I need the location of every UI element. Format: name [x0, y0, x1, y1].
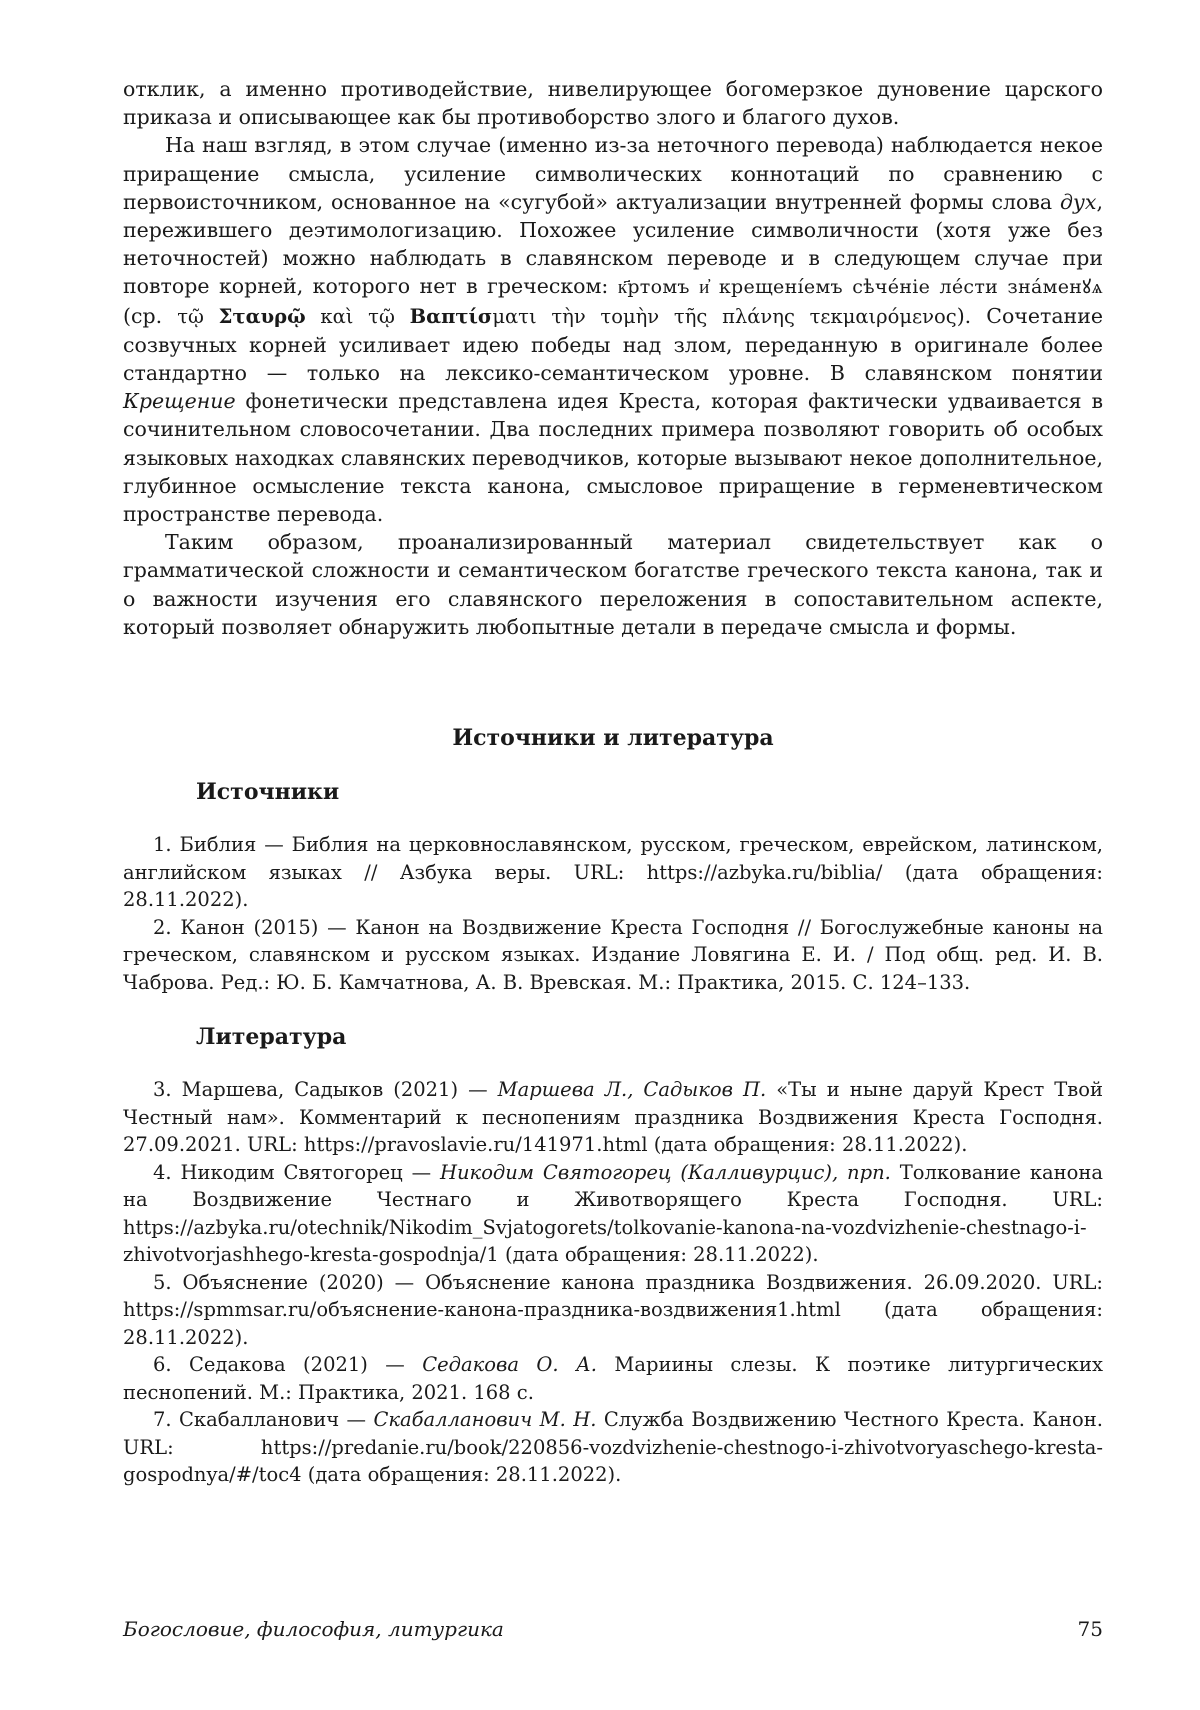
greek-quote: ματι τὴν τομὴν τῆς πλάνης τεκμαιρόμενος: [492, 304, 957, 328]
church-slavonic-quote: к҃ртомъ и҆ крещені́емъ сѣче́ніе ле́сти зна́менꙋѧ: [617, 276, 1103, 299]
section-title: Источники и литература: [452, 725, 774, 752]
ref-text: 6. Седакова (2021) —: [153, 1353, 423, 1377]
ref-text: 4. Никодим Святогорец —: [153, 1160, 440, 1184]
ref-text: Служба Воздвижению Честного Креста. Канон. URL: https://predanie.ru/book/220856-vozdvizhenie-chestnogo-i-zhivotvoryaschego-kresta-gospodnya/#/toc4 (дата обращения: 28.11.2022).: [123, 1408, 1103, 1487]
sources-heading: Источники: [196, 779, 340, 806]
greek-quote-bold: Βαπτίσ: [409, 304, 493, 328]
literature-heading: Литература: [196, 1024, 347, 1051]
ref-text: «Ты и ныне даруй Крест Твой Честный нам». Комментарий к песнопениям праздника Воздвижения Креста Господня. 27.09.2021. URL: https://pravoslavie.ru/141971.html (дата обращения: 28.11.2022).: [123, 1078, 1103, 1157]
ref-authors: Скабалланович М. Н.: [373, 1408, 597, 1432]
reference-item: [123, 1351, 1103, 1406]
page-number: 75: [1077, 1617, 1103, 1641]
ref-text: 5. Объяснение (2020) — Объяснение канона праздника Воздвижения. 26.09.2020. URL: https://spmmsar.ru/объяснение-канона-праздника-воздвижения1.html (дата обращения: 28.11.2022).: [123, 1270, 1103, 1349]
reference-item: 1. Библия — Библия на церковнославянском, русском, греческом, еврейском, латинском, английском языках // Азбука веры. URL: https://azbyka.ru/biblia/ (дата обращения: 28.11.2022).: [123, 833, 1103, 912]
reference-item: [123, 1269, 1103, 1352]
ref-authors: Седакова О. А.: [422, 1353, 597, 1377]
reference-item: 2. Канон (2015) — Канон на Воздвижение Креста Господня // Богослужебные каноны на греческом, славянском и русском языках. Издание Ловягина Е. И. / Под общ. ред. И. В. Чаброва. Ред.: Ю. Б. Камчатнова, А. В. Вревская. М.: Практика, 2015. С. 124–133.: [123, 915, 1103, 994]
body-paragraph-3: Таким образом, проанализированный материал свидетельствует как о грамматической сложности и семантическом богатстве греческого текста канона, так и о важности изучения его славянского переложения в сопоставительном аспекте, который позволяет обнаружить любопытные детали в передаче смысла и формы.: [123, 530, 1103, 639]
text-run: фонетически представлена идея Креста, которая фактически удваивается в сочинительном словосочетании. Два последних примера позволяют говорить об особых языковых находках славянских переводчиков, которые вызывают некое дополнительное, глубинное осмысление текста канона, смысловое приращение в герменевтическом пространстве перевода.: [123, 389, 1103, 527]
ref-authors: Маршева Л., Садыков П.: [497, 1078, 767, 1102]
italic-term: дух: [1060, 189, 1097, 214]
body-paragraph-2: [123, 131, 1103, 528]
italic-term: Крещение: [123, 389, 236, 414]
text-run: , пережившего деэтимологизацию. Похожее усиление символичности (хотя уже без неточностей) можно наблюдать в славянском переводе и в следующем случае при повторе корней, которого нет в греческом:: [123, 189, 1103, 299]
page-footer: [123, 1617, 1103, 1641]
text-run: (ср.: [123, 303, 178, 328]
body-paragraph-1: отклик, а именно противодействие, нивелирующее богомерзкое дуновение царского приказа и описывающее как бы противоборство злого и благого духов.: [123, 77, 1103, 130]
greek-quote: τῷ: [177, 304, 219, 328]
ref-text: Толкование канона на Воздвижение Честнаго и Животворящего Креста Господня. URL: https://azbyka.ru/otechnik/Nikodim_Svjatogorets/tolkovanie-kanona-na-vozdvizhenie-chestnago-i-zhivotvorjashhego-kresta-gospodnja/1 (дата обращения: 28.11.2022).: [123, 1160, 1103, 1267]
ref-text: Мариины слезы. К поэтике литургических песнопений. М.: Практика, 2021. 168 с.: [123, 1353, 1103, 1404]
text-run: На наш взгляд, в этом случае (именно из-за неточного перевода) наблюдается некое приращение смысла, усиление символических коннотаций по сравнению с первоисточником, основанное на «сугубой» актуализации внутренней формы слова: [123, 133, 1103, 214]
text-run: ). Сочетание созвучных корней усиливает идею победы над злом, переданную в оригинале более стандартно — только на лексико-семантическом уровне. В славянском понятии: [123, 303, 1104, 386]
greek-quote: καὶ τῷ: [305, 304, 410, 328]
reference-item: [123, 1076, 1103, 1159]
journal-title: Богословие, философия, литургика: [123, 1617, 504, 1641]
reference-item: [123, 1406, 1103, 1489]
greek-quote-bold: Σταυρῷ: [218, 304, 306, 328]
ref-authors: Никодим Святогорец (Калливурцис), прп.: [439, 1160, 891, 1184]
reference-item: [123, 1159, 1103, 1269]
ref-text: 3. Маршева, Садыков (2021) —: [153, 1078, 498, 1102]
ref-text: 7. Скабалланович —: [153, 1408, 374, 1432]
page-body: [123, 75, 1103, 1489]
